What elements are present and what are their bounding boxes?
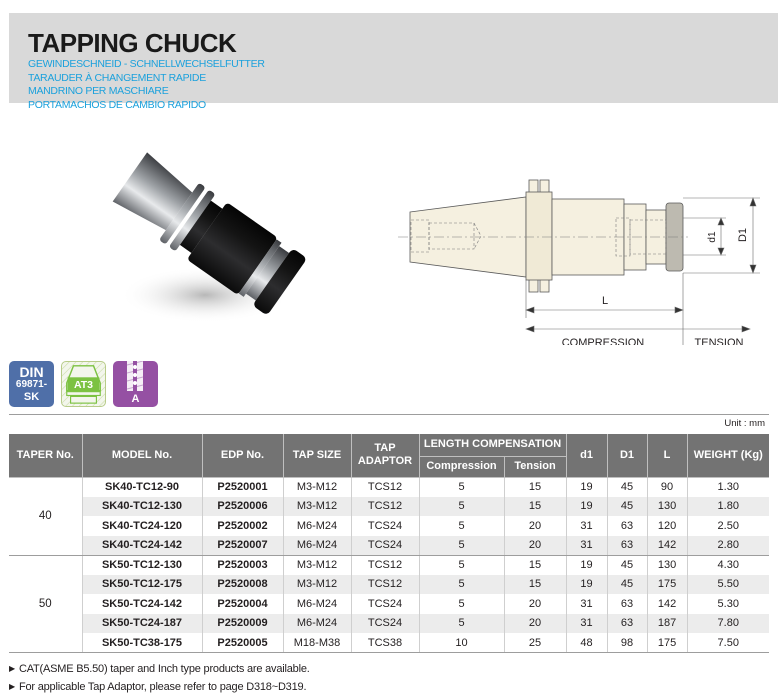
coolant-channel-icon bbox=[113, 361, 158, 407]
D1-cell: 98 bbox=[607, 633, 647, 653]
table-row bbox=[9, 497, 769, 517]
edp-cell: P2520001 bbox=[202, 477, 283, 497]
col-header-length-compensation: LENGTH COMPENSATION bbox=[419, 434, 566, 456]
page-title: TAPPING CHUCK bbox=[28, 28, 237, 58]
tension-cell: 20 bbox=[504, 516, 566, 536]
adaptor-cell: TCS24 bbox=[351, 594, 419, 614]
spec-badges bbox=[9, 361, 158, 409]
technical-drawing bbox=[378, 160, 778, 345]
D1-cell: 63 bbox=[607, 594, 647, 614]
compression-cell: 10 bbox=[419, 633, 504, 653]
adaptor-cell: TCS38 bbox=[351, 633, 419, 653]
d1-cell: 31 bbox=[566, 536, 607, 556]
weight-cell: 4.30 bbox=[687, 555, 769, 575]
d1-cell: 31 bbox=[566, 594, 607, 614]
footnote bbox=[9, 660, 310, 678]
model-cell: SK50-TC12-175 bbox=[82, 575, 202, 595]
title-band bbox=[9, 13, 778, 111]
L-cell: 130 bbox=[647, 497, 687, 517]
bullet-triangle-icon: ▶ bbox=[9, 682, 15, 691]
at3-badge-label: AT3 bbox=[73, 378, 94, 391]
edp-cell: P2520005 bbox=[202, 633, 283, 653]
model-cell: SK50-TC38-175 bbox=[82, 633, 202, 653]
L-cell: 90 bbox=[647, 477, 687, 497]
col-header-taper: TAPER No. bbox=[9, 434, 82, 477]
D1-cell: 45 bbox=[607, 477, 647, 497]
edp-cell: P2520009 bbox=[202, 614, 283, 634]
dim-label-d1: d1 bbox=[707, 231, 718, 243]
weight-cell: 7.50 bbox=[687, 633, 769, 653]
model-cell: SK40-TC12-130 bbox=[82, 497, 202, 517]
tap-size-cell: M6-M24 bbox=[283, 536, 351, 556]
adaptor-cell: TCS24 bbox=[351, 614, 419, 634]
col-header-model: MODEL No. bbox=[82, 434, 202, 477]
model-cell: SK50-TC24-187 bbox=[82, 614, 202, 634]
edp-cell: P2520004 bbox=[202, 594, 283, 614]
din-badge-line3: SK bbox=[23, 391, 40, 403]
label-tension: TENSION bbox=[694, 337, 744, 345]
col-header-weight: WEIGHT (Kg) bbox=[687, 434, 769, 477]
tap-size-cell: M3-M12 bbox=[283, 497, 351, 517]
compression-cell: 5 bbox=[419, 575, 504, 595]
d1-cell: 19 bbox=[566, 575, 607, 595]
L-cell: 175 bbox=[647, 575, 687, 595]
L-cell: 175 bbox=[647, 633, 687, 653]
edp-cell: P2520008 bbox=[202, 575, 283, 595]
table-row bbox=[9, 477, 769, 497]
tap-adaptor-line1: TAP bbox=[374, 442, 396, 455]
edp-cell: P2520003 bbox=[202, 555, 283, 575]
edp-cell: P2520007 bbox=[202, 536, 283, 556]
adaptor-cell: TCS12 bbox=[351, 555, 419, 575]
d1-cell: 19 bbox=[566, 497, 607, 517]
col-header-edp: EDP No. bbox=[202, 434, 283, 477]
spec-table bbox=[9, 434, 769, 653]
L-cell: 187 bbox=[647, 614, 687, 634]
edp-cell: P2520002 bbox=[202, 516, 283, 536]
D1-cell: 63 bbox=[607, 536, 647, 556]
footnotes bbox=[9, 660, 310, 696]
subtitle-spanish: PORTAMACHOS DE CAMBIO RAPIDO bbox=[28, 98, 206, 111]
weight-cell: 1.80 bbox=[687, 497, 769, 517]
coolant-type-a-badge bbox=[113, 361, 158, 407]
col-header-L: L bbox=[647, 434, 687, 477]
subtitle-list bbox=[28, 58, 265, 112]
compression-cell: 5 bbox=[419, 516, 504, 536]
col-header-D1: D1 bbox=[607, 434, 647, 477]
weight-cell: 5.50 bbox=[687, 575, 769, 595]
D1-cell: 45 bbox=[607, 555, 647, 575]
unit-label: Unit : mm bbox=[724, 418, 765, 429]
d1-cell: 48 bbox=[566, 633, 607, 653]
D1-cell: 45 bbox=[607, 575, 647, 595]
d1-cell: 19 bbox=[566, 477, 607, 497]
tension-cell: 20 bbox=[504, 536, 566, 556]
table-row bbox=[9, 555, 769, 575]
D1-cell: 63 bbox=[607, 516, 647, 536]
adaptor-cell: TCS12 bbox=[351, 477, 419, 497]
section-divider bbox=[9, 414, 769, 415]
col-header-tap-adaptor bbox=[351, 434, 419, 477]
edp-cell: P2520006 bbox=[202, 497, 283, 517]
compression-cell: 5 bbox=[419, 497, 504, 517]
adaptor-cell: TCS24 bbox=[351, 516, 419, 536]
a-badge-label: A bbox=[131, 393, 140, 405]
col-header-compression: Compression bbox=[419, 456, 504, 477]
din-badge-line2: 69871- bbox=[15, 379, 48, 390]
model-cell: SK40-TC12-90 bbox=[82, 477, 202, 497]
col-header-tap-size: TAP SIZE bbox=[283, 434, 351, 477]
weight-cell: 5.30 bbox=[687, 594, 769, 614]
footnote-text: CAT(ASME B5.50) taper and Inch type products are available. bbox=[18, 663, 310, 675]
din-standard-badge bbox=[9, 361, 54, 407]
compression-cell: 5 bbox=[419, 477, 504, 497]
L-cell: 120 bbox=[647, 516, 687, 536]
table-row bbox=[9, 536, 769, 556]
col-header-tension: Tension bbox=[504, 456, 566, 477]
footnote-text: For applicable Tap Adaptor, please refer to page D318~D319. bbox=[18, 681, 307, 693]
table-row bbox=[9, 614, 769, 634]
taper-cell: 40 bbox=[9, 477, 82, 555]
at3-taper-badge bbox=[61, 361, 106, 407]
adaptor-cell: TCS12 bbox=[351, 497, 419, 517]
subtitle-french: TARAUDER À CHANGEMENT RAPIDE bbox=[28, 71, 206, 84]
tap-size-cell: M6-M24 bbox=[283, 594, 351, 614]
din-badge-line1: DIN bbox=[19, 364, 44, 380]
table-row bbox=[9, 594, 769, 614]
tension-cell: 20 bbox=[504, 594, 566, 614]
weight-cell: 2.80 bbox=[687, 536, 769, 556]
label-compression: COMPRESSION bbox=[561, 337, 645, 345]
bullet-triangle-icon: ▶ bbox=[9, 664, 15, 673]
table-row bbox=[9, 516, 769, 536]
d1-cell: 19 bbox=[566, 555, 607, 575]
L-cell: 130 bbox=[647, 555, 687, 575]
compression-cell: 5 bbox=[419, 555, 504, 575]
weight-cell: 1.30 bbox=[687, 477, 769, 497]
dim-label-L: L bbox=[601, 295, 609, 307]
subtitle-german: GEWINDESCHNEID - SCHNELLWECHSELFUTTER bbox=[28, 58, 265, 70]
compression-cell: 5 bbox=[419, 536, 504, 556]
table-row bbox=[9, 633, 769, 653]
tap-size-cell: M6-M24 bbox=[283, 516, 351, 536]
table-row bbox=[9, 575, 769, 595]
taper-cell: 50 bbox=[9, 555, 82, 653]
tap-adaptor-line2: ADAPTOR bbox=[357, 455, 413, 468]
tap-size-cell: M3-M12 bbox=[283, 555, 351, 575]
D1-cell: 63 bbox=[607, 614, 647, 634]
model-cell: SK40-TC24-142 bbox=[82, 536, 202, 556]
compression-cell: 5 bbox=[419, 614, 504, 634]
adaptor-cell: TCS24 bbox=[351, 536, 419, 556]
tension-cell: 20 bbox=[504, 614, 566, 634]
L-cell: 142 bbox=[647, 536, 687, 556]
tap-size-cell: M18-M38 bbox=[283, 633, 351, 653]
tension-cell: 15 bbox=[504, 497, 566, 517]
model-cell: SK50-TC12-130 bbox=[82, 555, 202, 575]
tension-cell: 15 bbox=[504, 575, 566, 595]
L-cell: 142 bbox=[647, 594, 687, 614]
model-cell: SK50-TC24-142 bbox=[82, 594, 202, 614]
tension-cell: 15 bbox=[504, 555, 566, 575]
product-photo bbox=[85, 130, 355, 345]
tap-size-cell: M6-M24 bbox=[283, 614, 351, 634]
D1-cell: 45 bbox=[607, 497, 647, 517]
d1-cell: 31 bbox=[566, 516, 607, 536]
adaptor-cell: TCS12 bbox=[351, 575, 419, 595]
at3-taper-icon bbox=[61, 362, 106, 406]
model-cell: SK40-TC24-120 bbox=[82, 516, 202, 536]
compression-cell: 5 bbox=[419, 594, 504, 614]
weight-cell: 7.80 bbox=[687, 614, 769, 634]
tension-cell: 25 bbox=[504, 633, 566, 653]
d1-cell: 31 bbox=[566, 614, 607, 634]
tap-size-cell: M3-M12 bbox=[283, 575, 351, 595]
weight-cell: 2.50 bbox=[687, 516, 769, 536]
subtitle-italian: MANDRINO PER MASCHIARE bbox=[28, 85, 169, 97]
col-header-d1: d1 bbox=[566, 434, 607, 477]
tap-size-cell: M3-M12 bbox=[283, 477, 351, 497]
dim-label-D1: D1 bbox=[737, 227, 749, 243]
tension-cell: 15 bbox=[504, 477, 566, 497]
footnote bbox=[9, 678, 310, 696]
